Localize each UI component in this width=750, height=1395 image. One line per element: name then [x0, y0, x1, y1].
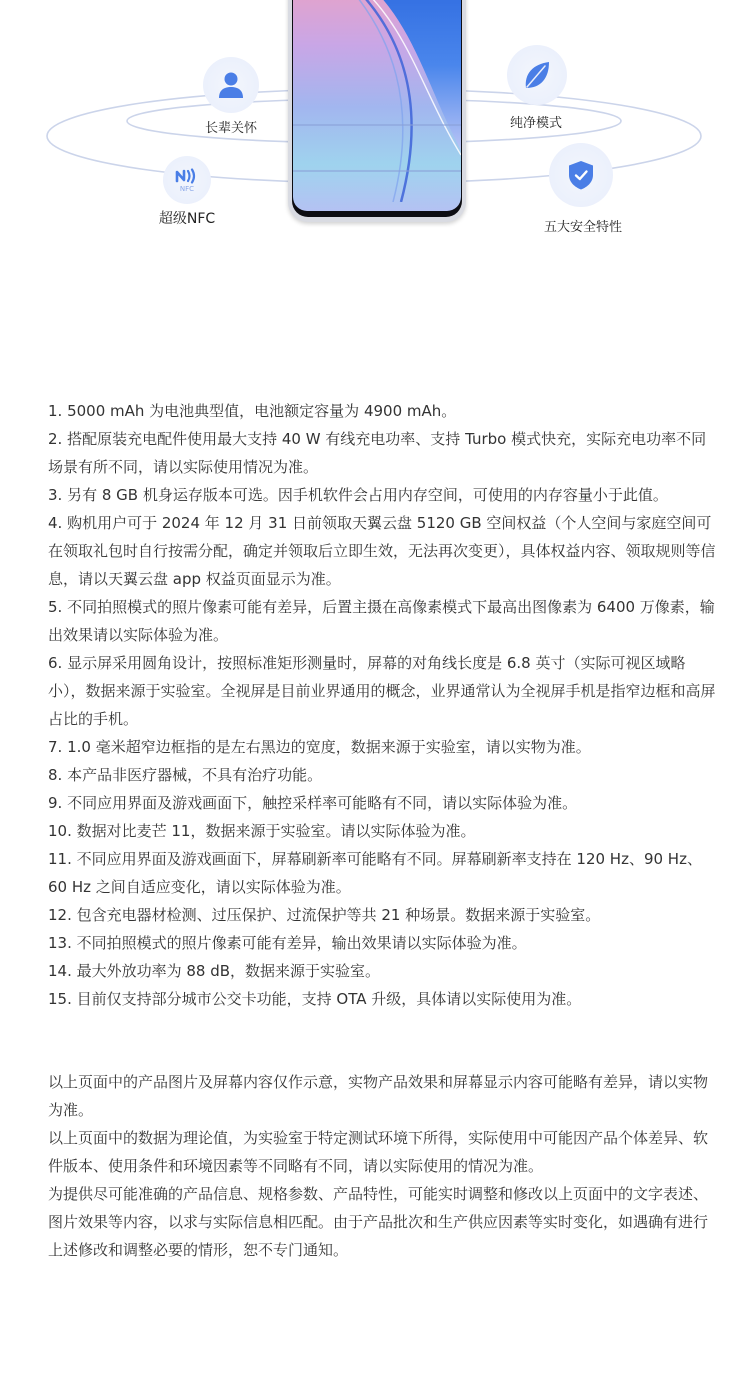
leaf-icon	[523, 60, 551, 90]
footnote-item: 4. 购机用户可于 2024 年 12 月 31 日前领取天翼云盘 5120 GB 空间权益（个人空间与家庭空间可在领取礼包时自行按需分配，确定并领取后立即生效，无法再次变更），具体权益内容、领取规则等信息，请以天翼云盘 app 权益页面显示为准。	[48, 514, 716, 588]
footnote-item: 3. 另有 8 GB 机身运存版本可选。因手机软件会占用内存空间，可使用的内存容量小于此值。	[48, 486, 668, 504]
footnote-item: 2. 搭配原装充电配件使用最大支持 40 W 有线充电功率、支持 Turbo 模式快充，实际充电功率不同场景有所不同，请以实际使用情况为准。	[48, 430, 707, 476]
footnote-item: 13. 不同拍照模式的照片像素可能有差异，输出效果请以实际体验为准。	[48, 934, 527, 952]
footnote-item: 15. 目前仅支持部分城市公交卡功能，支持 OTA 升级，具体请以实际使用为准。	[48, 990, 582, 1008]
disclaimer-block	[48, 1068, 720, 1264]
feature-label: 超级NFC	[158, 211, 216, 227]
shield-check-icon	[568, 160, 594, 190]
footnote-item: 14. 最大外放功率为 88 dB，数据来源于实验室。	[48, 962, 381, 980]
person-icon	[218, 71, 244, 99]
disclaimer-paragraph: 以上页面中的数据为理论值，为实验室于特定测试环境下所得，实际使用中可能因产品个体差异、软件版本、使用条件和环境因素等不同略有不同，请以实际使用的情况为准。	[48, 1129, 709, 1175]
nfc-icon	[175, 168, 199, 184]
footnote-item: 7. 1.0 毫米超窄边框指的是左右黑边的宽度，数据来源于实验室，请以实物为准。	[48, 738, 591, 756]
footnote-item: 11. 不同应用界面及游戏画面下，屏幕刷新率可能略有不同。屏幕刷新率支持在 120 Hz、90 Hz、60 Hz 之间自适应变化，请以实际体验为准。	[48, 850, 702, 896]
footnote-item: 8. 本产品非医疗器械，不具有治疗功能。	[48, 766, 323, 784]
feature-label: 五大安全特性	[543, 220, 623, 235]
phone-screen	[293, 0, 461, 211]
footnote-item: 1. 5000 mAh 为电池典型值，电池额定容量为 4900 mAh。	[48, 402, 457, 420]
footnote-item: 12. 包含充电器材检测、过压保护、过流保护等共 21 种场景。数据来源于实验室。	[48, 906, 601, 924]
feature-illustration	[0, 0, 750, 250]
disclaimer-paragraph: 为提供尽可能准确的产品信息、规格参数、产品特性，可能实时调整和修改以上页面中的文字表述、图片效果等内容，以求与实际信息相匹配。由于产品批次和生产供应因素等实时变化，如遇确有进行上述修改和调整必要的情形，恕不专门通知。	[48, 1185, 709, 1259]
feature-label: 纯净模式	[509, 116, 563, 131]
footnote-item: 6. 显示屏采用圆角设计，按照标准矩形测量时，屏幕的对角线长度是 6.8 英寸（实际可视区域略小），数据来源于实验室。全视屏是目前业界通用的概念，业界通常认为全视屏手机是指窄边框和高屏占比的手机。	[48, 654, 716, 728]
disclaimer-paragraph: 以上页面中的产品图片及屏幕内容仅作示意，实物产品效果和屏幕显示内容可能略有差异，请以实物为准。	[48, 1073, 709, 1119]
feature-label: 长辈关怀	[204, 121, 258, 136]
footnote-item: 5. 不同拍照模式的照片像素可能有差异，后置主摄在高像素模式下最高出图像素为 6400 万像素，输出效果请以实际体验为准。	[48, 598, 715, 644]
footnote-item: 9. 不同应用界面及游戏画面下，触控采样率可能略有不同，请以实际体验为准。	[48, 794, 578, 812]
nfc-icon-text: NFC	[179, 184, 195, 193]
phone-image	[288, 0, 466, 222]
footnotes-list	[48, 397, 720, 1013]
footnote-item: 10. 数据对比麦芒 11，数据来源于实验室。请以实际体验为准。	[48, 822, 476, 840]
